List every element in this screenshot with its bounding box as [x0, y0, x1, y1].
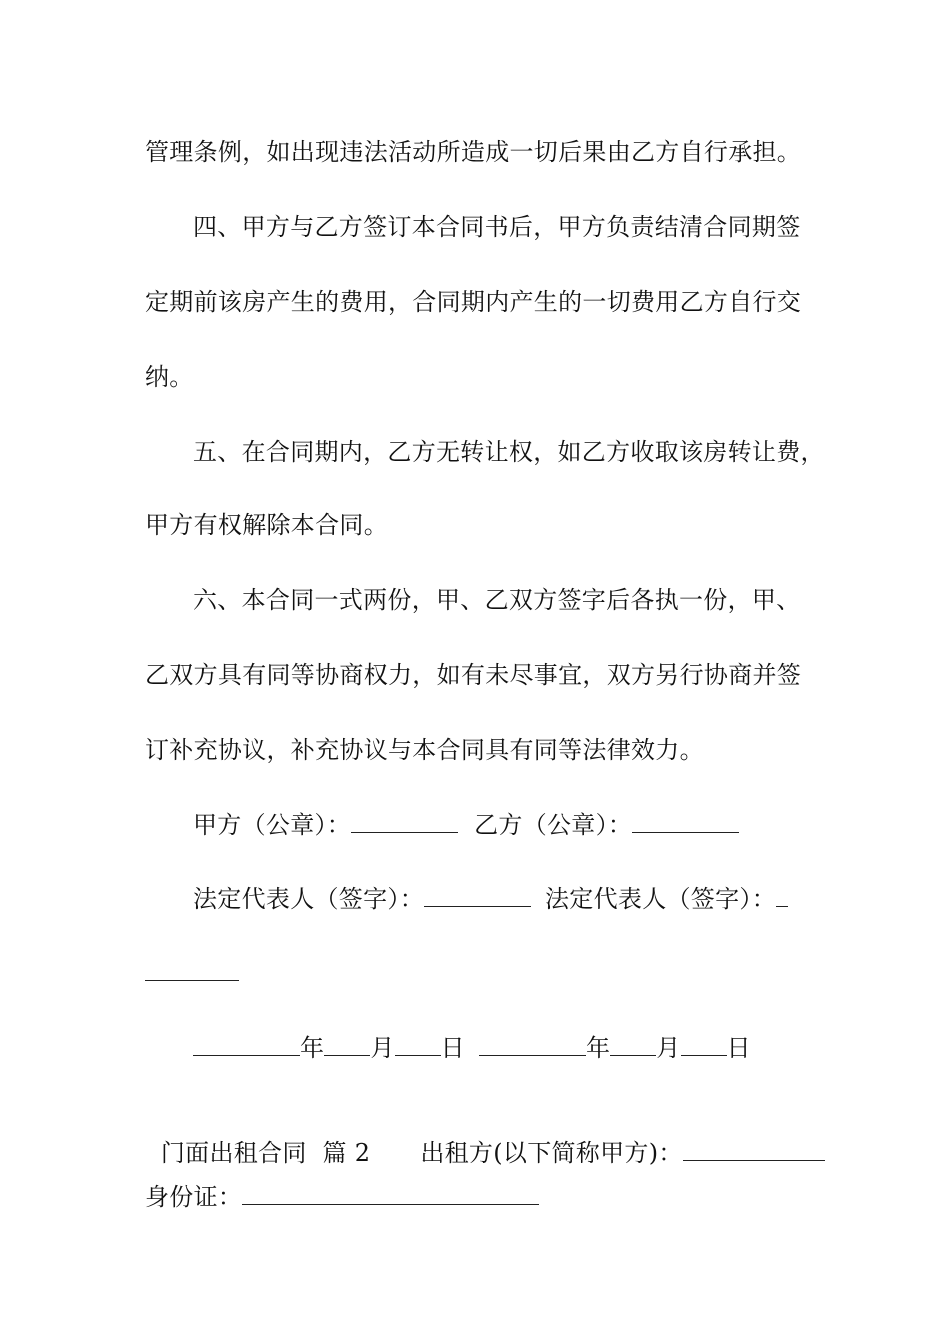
- paragraph-line: 乙双方具有同等协商权力，如有未尽事宜，双方另行协商并签: [145, 661, 802, 689]
- paragraph-line: 四、甲方与乙方签订本合同书后，甲方负责结清合同期签: [193, 213, 801, 241]
- lessor-blank: [683, 1138, 825, 1161]
- party-a-day-blank: [395, 1033, 441, 1056]
- id-label: 身份证：: [145, 1183, 243, 1211]
- paragraph-line: 定期前该房产生的费用，合同期内产生的一切费用乙方自行交: [145, 288, 802, 316]
- party-a-year-blank: [193, 1033, 300, 1056]
- day-label: 日: [726, 1034, 751, 1062]
- party-b-rep-blank: [776, 884, 788, 907]
- blank-continuation: [145, 958, 239, 981]
- representative-line: [193, 884, 788, 914]
- year-label: 年: [585, 1034, 611, 1062]
- section2-title: 门面出租合同 篇 2: [160, 1139, 371, 1167]
- party-a-rep-label: 法定代表人（签字）：: [193, 885, 424, 913]
- date-line: [193, 1033, 751, 1063]
- party-b-month-blank: [610, 1033, 656, 1056]
- paragraph-line: 纳。: [145, 363, 194, 391]
- month-label: 月: [656, 1034, 681, 1062]
- party-a-month-blank: [324, 1033, 370, 1056]
- seal-line: [193, 810, 739, 840]
- party-a-seal-label: 甲方（公章）：: [193, 811, 352, 839]
- section2-title-line: [145, 1108, 825, 1168]
- party-b-year-blank: [479, 1033, 586, 1056]
- paragraph-line: 订补充协议，补充协议与本合同具有同等法律效力。: [145, 736, 704, 764]
- party-b-seal-blank: [632, 810, 739, 833]
- paragraph-line: 五、在合同期内，乙方无转让权，如乙方收取该房转让费，: [193, 438, 825, 466]
- paragraph-line: 甲方有权解除本合同。: [145, 511, 388, 539]
- id-blank: [242, 1182, 539, 1205]
- party-a-rep-blank: [424, 884, 531, 907]
- party-b-rep-label: 法定代表人（签字）：: [545, 885, 776, 913]
- representative-blank-continued: [145, 958, 239, 988]
- lessor-label: 出租方(以下简称甲方)：: [420, 1139, 683, 1167]
- day-label: 日: [440, 1034, 465, 1062]
- paragraph-line: 六、本合同一式两份，甲、乙双方签字后各执一份，甲、: [193, 586, 801, 614]
- party-a-seal-blank: [351, 810, 458, 833]
- id-line: [145, 1182, 539, 1212]
- month-label: 月: [370, 1034, 395, 1062]
- paragraph-line: 管理条例，如出现违法活动所造成一切后果由乙方自行承担。: [145, 138, 802, 166]
- party-b-day-blank: [681, 1033, 727, 1056]
- year-label: 年: [300, 1034, 325, 1062]
- party-b-seal-label: 乙方（公章）：: [474, 811, 633, 839]
